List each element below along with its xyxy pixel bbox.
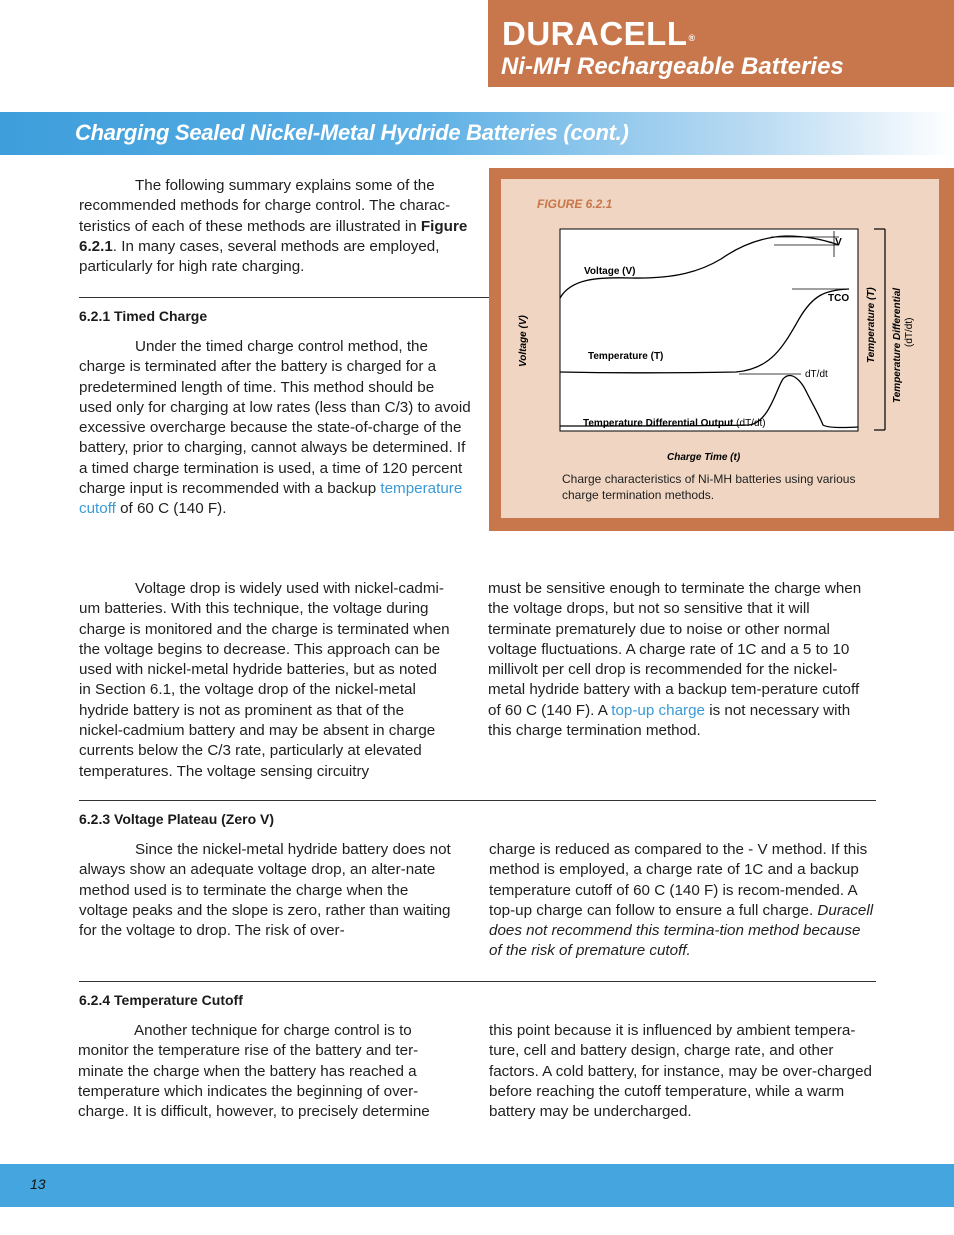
differential-label-unit: (dT/dt) xyxy=(736,418,766,429)
divider xyxy=(79,981,876,982)
voltage-label: Voltage (V) xyxy=(584,266,636,277)
voltage-plateau-col2 xyxy=(489,840,874,962)
heading-temperature-cutoff: 6.2.4 Temperature Cutoff xyxy=(79,992,243,1008)
temperature-label: Temperature (T) xyxy=(588,351,664,362)
voltage-drop-col1 xyxy=(79,579,451,782)
intro-text: The following summary explains some of the recommended methods for charge control. The charac-teristics of each of these methods are illustrated in xyxy=(79,177,451,235)
divider xyxy=(79,297,489,298)
heading-voltage-plateau: 6.2.3 Voltage Plateau (Zero V) xyxy=(79,811,275,827)
temperature-cutoff-text-col2: this point because it is influenced by ambient tempera-ture, cell and battery design, charge rate, and other factors. A cold battery, for instance, may be over-charged before reaching the cutoff temperature, while a warm battery may be undercharged. xyxy=(489,1022,872,1121)
timed-charge-paragraph xyxy=(79,337,471,520)
figure-reference: Figure 6.2.1 xyxy=(79,217,468,255)
y-axis-right-differential-unit: (dT/dt) xyxy=(904,317,915,347)
voltage-drop-text-col2-end: is not necessary with this charge termination method. xyxy=(488,701,851,740)
temperature-cutoff-text-col1: Another technique for charge control is to monitor the temperature rise of the battery and ter-minate the charge when the battery has reached a temperature which indicates the beginning of over-charge. It is difficult, however, to precisely determine xyxy=(78,1022,430,1121)
figure-panel xyxy=(489,168,954,531)
section-title-band xyxy=(0,112,954,155)
differential-label xyxy=(583,418,766,429)
voltage-plateau-warning: Duracell does not recommend this termina-tion method because of the risk of premature cutoff. xyxy=(489,901,874,960)
minus-delta-v-label: - V xyxy=(829,237,842,248)
voltage-drop-text-col2: must be sensitive enough to terminate the charge when the voltage drops, but not so sensitive that it will terminate prematurely due to noise or other normal voltage fluctuations. A charge rate of 1C and a 5 to 10 millivolt per cell drop is recommended for the nickel-metal hydride battery with a backup tem-perature cutoff of 60 C (140 F). A xyxy=(488,580,862,719)
intro-paragraph xyxy=(79,176,471,277)
voltage-drop-text-col1: Voltage drop is widely used with nickel-cadmi-um batteries. With this technique, the voltage during charge is monitored and the charge is terminated when the voltage begins to decrease. This approach can be used with nickel-metal hydride batteries, but as noted in Section 6.1, the voltage drop of the nickel-metal hydride battery is not as prominent as that of the nickel-cadmium battery and may be absent in charge currents below the C/3 rate, particularly at elevated temperatures. The voltage sensing circuitry xyxy=(79,580,450,780)
page-number: 13 xyxy=(30,1176,46,1192)
temperature-cutoff-col1 xyxy=(78,1021,456,1122)
y-axis-right-differential: Temperature Differential xyxy=(892,287,903,403)
voltage-plateau-text-col1: Since the nickel-metal hydride battery does not always show an adequate voltage drop, an alter-nate method used is to terminate the charge when the voltage peaks and the slope is zero, rather than waiting for the voltage to drop. The risk of over- xyxy=(79,841,451,940)
voltage-plateau-text-col2: charge is reduced as compared to the - V method. If this method is employed, a charge rate of 1C and a backup temperature cutoff of 60 C (140 F) is recom-mended. A top-up charge can follow to ensure a full charge. xyxy=(489,841,868,919)
brand-name: DURACELL xyxy=(502,15,688,52)
intro-text-end: . In many cases, several methods are employed, particularly for high rate charging. xyxy=(79,237,440,276)
voltage-plateau-col1 xyxy=(79,840,451,941)
figure-box xyxy=(501,179,939,518)
section-title: Charging Sealed Nickel-Metal Hydride Batteries (cont.) xyxy=(75,120,629,145)
differential-label-main: Temperature Differential Output xyxy=(583,418,737,429)
x-axis-label: Charge Time (t) xyxy=(667,452,741,463)
temperature-cutoff-col2 xyxy=(489,1021,874,1122)
top-up-charge-link[interactable]: top-up charge xyxy=(611,701,705,719)
y-axis-right-temperature: Temperature (T) xyxy=(866,287,877,363)
tco-label: TCO xyxy=(828,293,850,304)
figure-label: FIGURE 6.2.1 xyxy=(537,197,613,211)
figure-caption: Charge characteristics of Ni-MH batteries using various charge termination methods. xyxy=(562,472,856,502)
plot-area xyxy=(560,229,858,431)
brand-subtitle: Ni-MH Rechargeable Batteries xyxy=(501,53,844,80)
registered-mark: ® xyxy=(688,33,696,43)
timed-charge-text: Under the timed charge control method, the charge is terminated after the battery is charged for a predetermined length of time. This method should be used only for charging at low rates (less than C/3) to avoid excessive overcharge because the state-of-charge of the battery, prior to charging, cannot always be determined. If a timed charge termination is used, a time of 120 percent charge input is recommended with a backup xyxy=(79,338,471,498)
divider xyxy=(79,800,876,801)
y-axis-left-label: Voltage (V) xyxy=(518,315,529,367)
charge-characteristics-chart xyxy=(501,179,939,469)
brand-header xyxy=(488,0,954,87)
duracell-logo xyxy=(502,16,696,52)
timed-charge-text-end: of 60 C (140 F). xyxy=(115,500,227,518)
footer-band xyxy=(0,1164,954,1207)
heading-timed-charge: 6.2.1 Timed Charge xyxy=(79,308,208,324)
dtdt-label: dT/dt xyxy=(805,369,828,380)
voltage-drop-col2 xyxy=(488,579,873,741)
temperature-cutoff-link[interactable]: temperature cutoff xyxy=(79,480,463,518)
